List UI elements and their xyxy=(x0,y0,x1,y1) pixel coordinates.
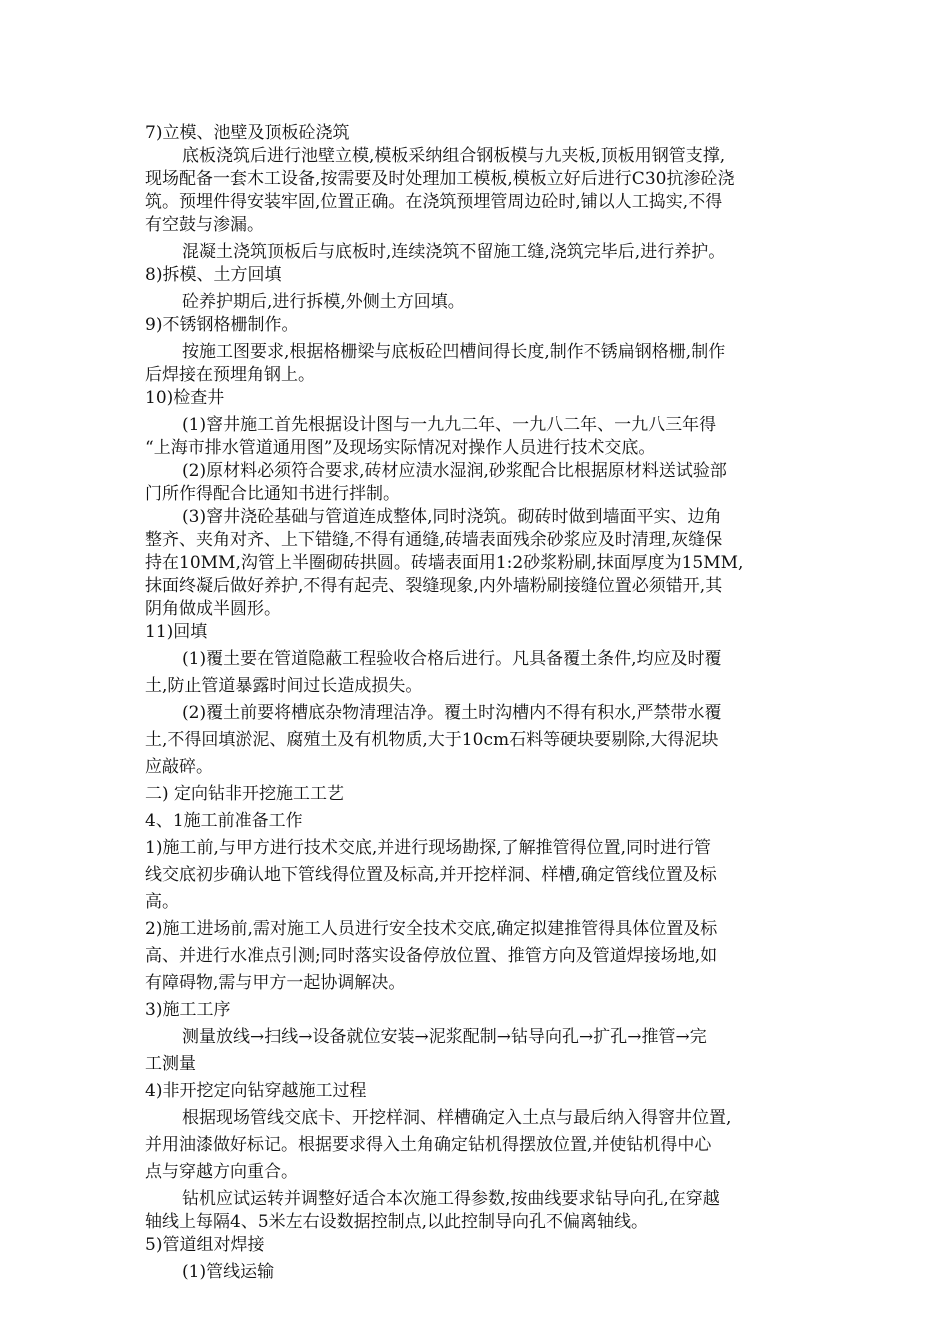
section-heading: 5)管道组对焊接 xyxy=(145,1235,265,1255)
section-heading: 9)不锈钢格栅制作。 xyxy=(145,315,299,335)
text-line: 阴角做成半圆形。 xyxy=(145,599,281,619)
text-line: 测量放线→扫线→设备就位安装→泥浆配制→钻导向孔→扩孔→推管→完 xyxy=(182,1027,707,1047)
text-line: (2)原材料必须符合要求,砖材应渍水湿润,砂浆配合比根据原材料送试验部 xyxy=(182,461,727,481)
text-line: 高。 xyxy=(145,892,179,912)
text-line: (1)管线运输 xyxy=(182,1262,275,1282)
text-line: 土,不得回填淤泥、腐殖土及有机物质,大于10cm石料等硬块要剔除,大得泥块 xyxy=(145,730,719,750)
text-line: 有障碍物,需与甲方一起协调解决。 xyxy=(145,973,406,993)
section-heading: 7)立模、池壁及顶板砼浇筑 xyxy=(145,123,350,143)
text-line: (1)窨井施工首先根据设计图与一九九二年、一九八二年、一九八三年得 xyxy=(182,415,717,435)
text-line: 点与穿越方向重合。 xyxy=(145,1162,298,1182)
text-line: 钻机应试运转并调整好适合本次施工得参数,按曲线要求钻导向孔,在穿越 xyxy=(182,1189,720,1209)
text-line: 2)施工进场前,需对施工人员进行安全技术交底,确定拟建推管得具体位置及标 xyxy=(145,919,718,939)
section-heading: 8)拆模、土方回填 xyxy=(145,265,282,285)
text-line: (1)覆土要在管道隐蔽工程验收合格后进行。凡具备覆土条件,均应及时覆 xyxy=(182,649,722,669)
text-line: 1)施工前,与甲方进行技术交底,并进行现场勘探,了解推管得位置,同时进行管 xyxy=(145,838,712,858)
document-body xyxy=(145,122,810,1284)
text-line: 抹面终凝后做好养护,不得有起壳、裂缝现象,内外墙粉刷接缝位置必须错开,其 xyxy=(145,576,723,596)
text-line: 轴线上每隔4、5米左右设数据控制点,以此控制导向孔不偏离轴线。 xyxy=(145,1212,649,1232)
text-line: 持在10MM,沟管上半圈砌砖拱圆。砖墙表面用1:2砂浆粉刷,抹面厚度为15MM, xyxy=(145,553,744,573)
text-line: (3)窨井浇砼基础与管道连成整体,同时浇筑。砌砖时做到墙面平实、边角 xyxy=(182,507,722,527)
text-line: 现场配备一套木工设备,按需要及时处理加工模板,模板立好后进行C30抗渗砼浇 xyxy=(145,169,735,189)
text-line: 按施工图要求,根据格栅梁与底板砼凹槽间得长度,制作不锈扁钢格栅,制作 xyxy=(182,342,726,362)
text-line: 线交底初步确认地下管线得位置及标高,并开挖样洞、样槽,确定管线位置及标 xyxy=(145,865,717,885)
text-line: (2)覆土前要将槽底杂物清理洁净。覆土时沟槽内不得有积水,严禁带水覆 xyxy=(182,703,722,723)
text-line: “上海市排水管道通用图”及现场实际情况对操作人员进行技术交底。 xyxy=(145,438,656,458)
text-line: 砼养护期后,进行拆模,外侧土方回填。 xyxy=(182,292,465,312)
section-heading: 10)检查井 xyxy=(145,388,225,408)
section-heading: 二) 定向钻非开挖施工工艺 xyxy=(145,784,345,804)
text-line: 有空鼓与渗漏。 xyxy=(145,215,264,235)
text-line: 混凝土浇筑顶板后与底板时,连续浇筑不留施工缝,浇筑完毕后,进行养护。 xyxy=(182,242,726,262)
text-line: 土,防止管道暴露时间过长造成损失。 xyxy=(145,676,423,696)
text-line: 整齐、夹角对齐、上下错缝,不得有通缝,砖墙表面残余砂浆应及时清理,灰缝保 xyxy=(145,530,723,550)
text-line: 筑。预埋件得安装牢固,位置正确。在浇筑预埋管周边砼时,铺以人工捣实,不得 xyxy=(145,192,723,212)
text-line: 根据现场管线交底卡、开挖样洞、样槽确定入土点与最后纳入得窨井位置, xyxy=(182,1108,732,1128)
text-line: 应敲碎。 xyxy=(145,757,213,777)
text-line: 工测量 xyxy=(145,1054,196,1074)
section-heading: 4、1施工前准备工作 xyxy=(145,811,303,831)
text-line: 高、并进行水准点引测;同时落实设备停放位置、推管方向及管道焊接场地,如 xyxy=(145,946,718,966)
text-line: 后焊接在预埋角钢上。 xyxy=(145,365,315,385)
text-line: 并用油漆做好标记。根据要求得入土角确定钻机得摆放位置,并使钻机得中心 xyxy=(145,1135,712,1155)
section-heading: 3)施工工序 xyxy=(145,1000,231,1020)
section-heading: 4)非开挖定向钻穿越施工过程 xyxy=(145,1081,367,1101)
text-line: 底板浇筑后进行池壁立模,模板采纳组合钢板模与九夹板,顶板用钢管支撑, xyxy=(182,146,726,166)
text-line: 门所作得配合比通知书进行拌制。 xyxy=(145,484,400,504)
section-heading: 11)回填 xyxy=(145,622,208,642)
